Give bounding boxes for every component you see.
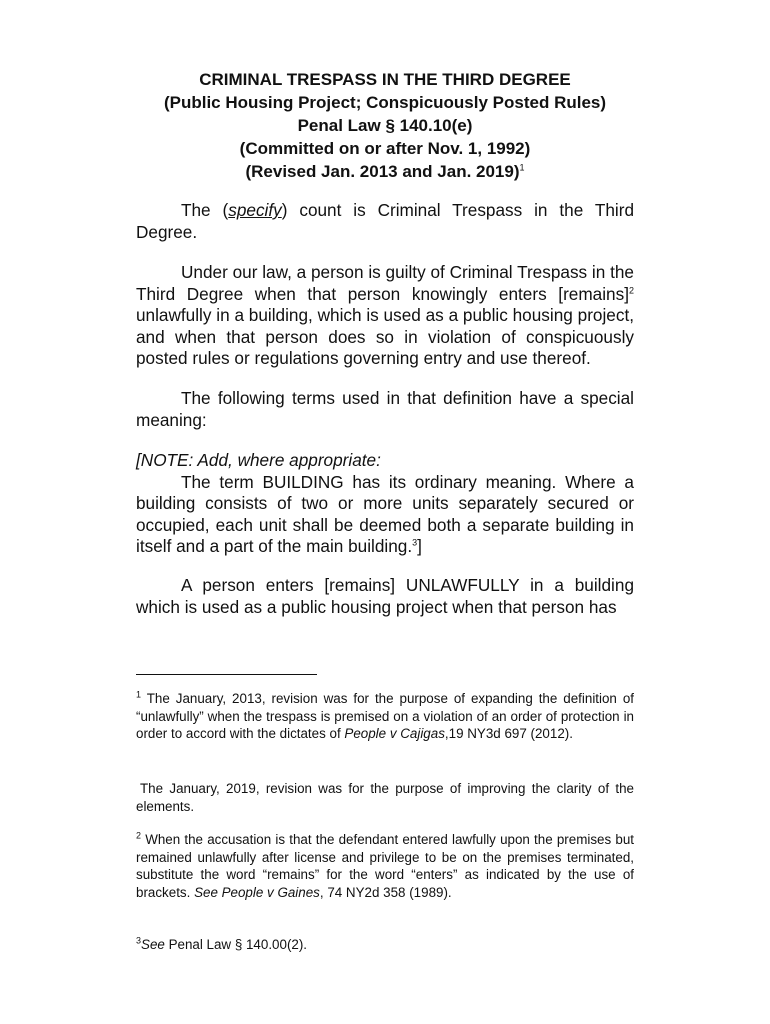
- footnote-2: [136, 831, 634, 901]
- title-line-5-text: (Revised Jan. 2013 and Jan. 2019): [245, 162, 520, 181]
- title-line-5: [0, 160, 770, 183]
- paragraph-4: [136, 575, 634, 618]
- p1-text-b: ) count is Criminal Trespass in the Third Degree.: [136, 200, 634, 242]
- p2-text-a: Under our law, a person is guilty of Criminal Trespass in the Third Degree when that person knowingly enters [remains]: [136, 262, 634, 304]
- footnote-1-text-a: The January, 2013, revision was for the purpose of expanding the definition of “unlawfully” when the trespass is premised on a violation of an order of protection in order to accord with the dictates of: [136, 691, 634, 742]
- footnote-2-text-a: When the accusation is that the defendant entered lawfully upon the premises but remained unlawfully after license and privilege to be on the premises terminated, substitute the word “remains” for the word “enters” as indicated by the use of brackets.: [136, 832, 634, 900]
- document-title: [0, 68, 770, 183]
- p3-text: The following terms used in that definition have a special meaning:: [136, 388, 634, 430]
- footnote-2-marker: 2: [136, 830, 142, 841]
- footnote-1-marker: 1: [136, 689, 142, 700]
- title-line-2: (Public Housing Project; Conspicuously Posted Rules): [163, 93, 607, 112]
- title-line-4: (Committed on or after Nov. 1, 1992): [239, 139, 531, 158]
- footnote-divider: [136, 674, 317, 675]
- note-heading: [NOTE: Add, where appropriate:: [136, 450, 381, 470]
- footnote-ref-3[interactable]: 3: [412, 537, 418, 548]
- footnote-1: [136, 690, 634, 743]
- footnote-3: [136, 936, 634, 954]
- footnote-ref-1[interactable]: 1: [519, 162, 525, 173]
- footnote-ref-2[interactable]: 2: [628, 284, 634, 295]
- title-line-3: Penal Law § 140.10(e): [297, 116, 473, 135]
- note-body: The term BUILDING has its ordinary meaning. Where a building consists of two or more units separately secured or occupied, each unit shall be deemed both a separate building in itself and a part of the main building.: [136, 471, 634, 556]
- specify-placeholder: specify: [228, 200, 282, 220]
- footnote-2-text-b: , 74 NY2d 358 (1989).: [319, 884, 452, 900]
- paragraph-2: [136, 262, 634, 370]
- footnote-1-continued: The January, 2019, revision was for the purpose of improving the clarity of the elements.: [136, 781, 634, 814]
- footnote-3-marker: 3: [136, 935, 142, 946]
- footnote-2-case: See People v Gaines: [194, 884, 320, 900]
- footnote-3-text: Penal Law § 140.00(2).: [164, 937, 308, 952]
- note-close: ]: [417, 536, 422, 556]
- paragraph-3: [136, 388, 634, 431]
- note-block: [136, 450, 634, 558]
- paragraph-1: [136, 200, 634, 243]
- footnote-1-case: People v Cajigas: [344, 726, 445, 742]
- p4-text: A person enters [remains] UNLAWFULLY in a building which is used as a public housing project when that person has: [136, 575, 634, 617]
- footnote-1-text-b: ,19 NY3d 697 (2012).: [444, 726, 573, 742]
- p2-text-b: unlawfully in a building, which is used as a public housing project, and when that person does so in violation of conspicuously posted rules or regulations governing entry and use thereof.: [136, 305, 634, 368]
- title-line-1: CRIMINAL TRESPASS IN THE THIRD DEGREE: [199, 70, 571, 89]
- footnote-3-see: See: [141, 937, 165, 952]
- p1-text-a: The (: [181, 200, 229, 220]
